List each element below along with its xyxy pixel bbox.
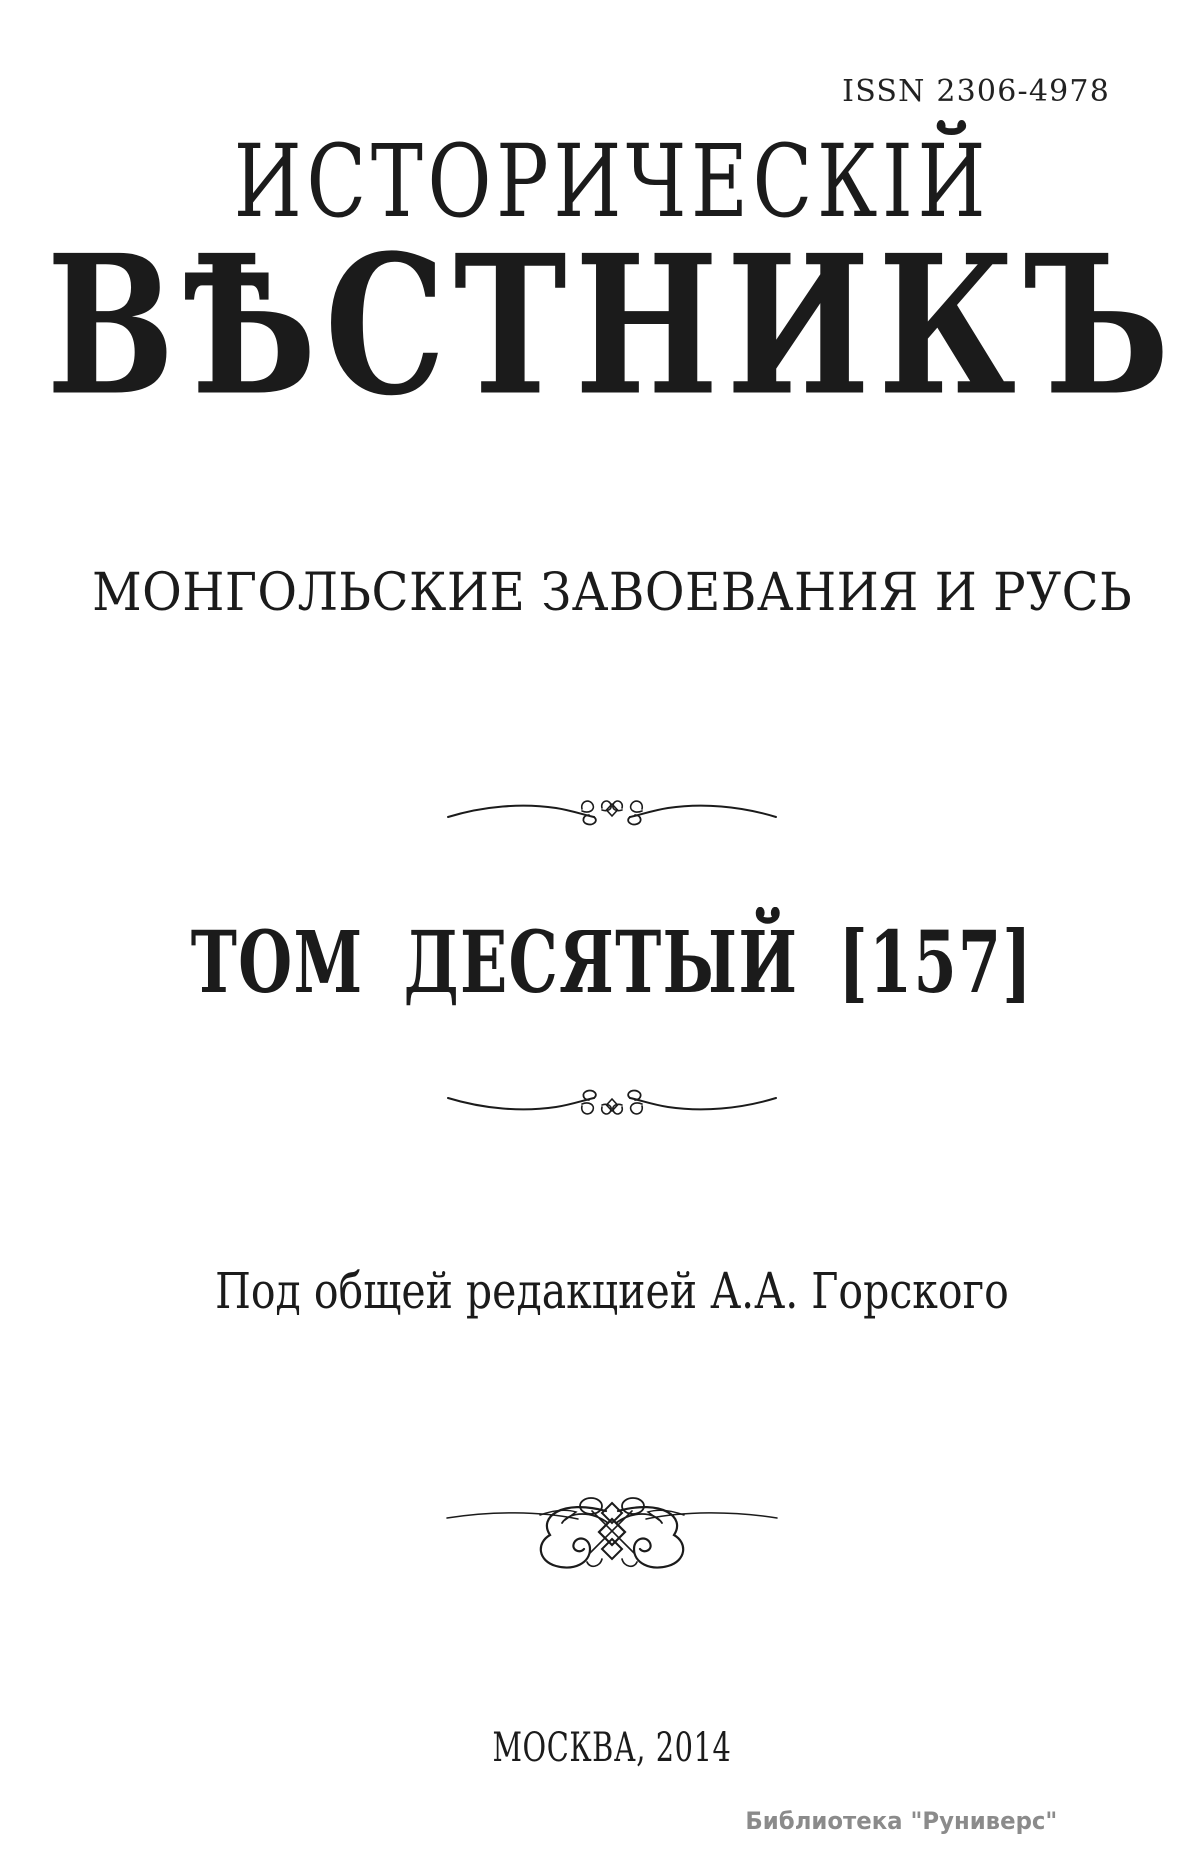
editor-line: [24, 1262, 1200, 1320]
issn-number: ISSN 2306-4978: [842, 74, 1110, 109]
masthead-line2: [24, 212, 1200, 438]
calligraphic-knot-icon: [444, 1491, 780, 1575]
swash-divider-top: [24, 794, 1200, 826]
volume-line: [24, 913, 1200, 1013]
series-title-text: МОНГОЛЬСКИЕ ЗАВОЕВАНИЯ И РУСЬ: [91, 563, 1133, 623]
swash-divider-bottom: [24, 1089, 1200, 1121]
tailpiece-ornament: [24, 1491, 1200, 1575]
series-title: [24, 563, 1200, 623]
masthead-line1-text: ИСТОРИЧЕСКІЙ: [233, 125, 991, 241]
library-watermark: [729, 1809, 1057, 1833]
swash-divider-icon: [444, 794, 780, 826]
imprint-line: [24, 1725, 1200, 1771]
swash-divider-flipped-icon: [444, 1089, 780, 1121]
masthead-line1: [24, 125, 1200, 241]
masthead-line2-text: ВѢСТНИКЪ: [46, 212, 1178, 438]
library-watermark-text: Библиотека "Руниверс": [745, 1807, 1057, 1835]
editor-line-text: Под общей редакцией А.А. Горского: [215, 1262, 1009, 1320]
volume-line-text: ТОМ ДЕСЯТЫЙ [157]: [190, 913, 1034, 1013]
imprint-text: МОСКВА, 2014: [492, 1725, 732, 1771]
